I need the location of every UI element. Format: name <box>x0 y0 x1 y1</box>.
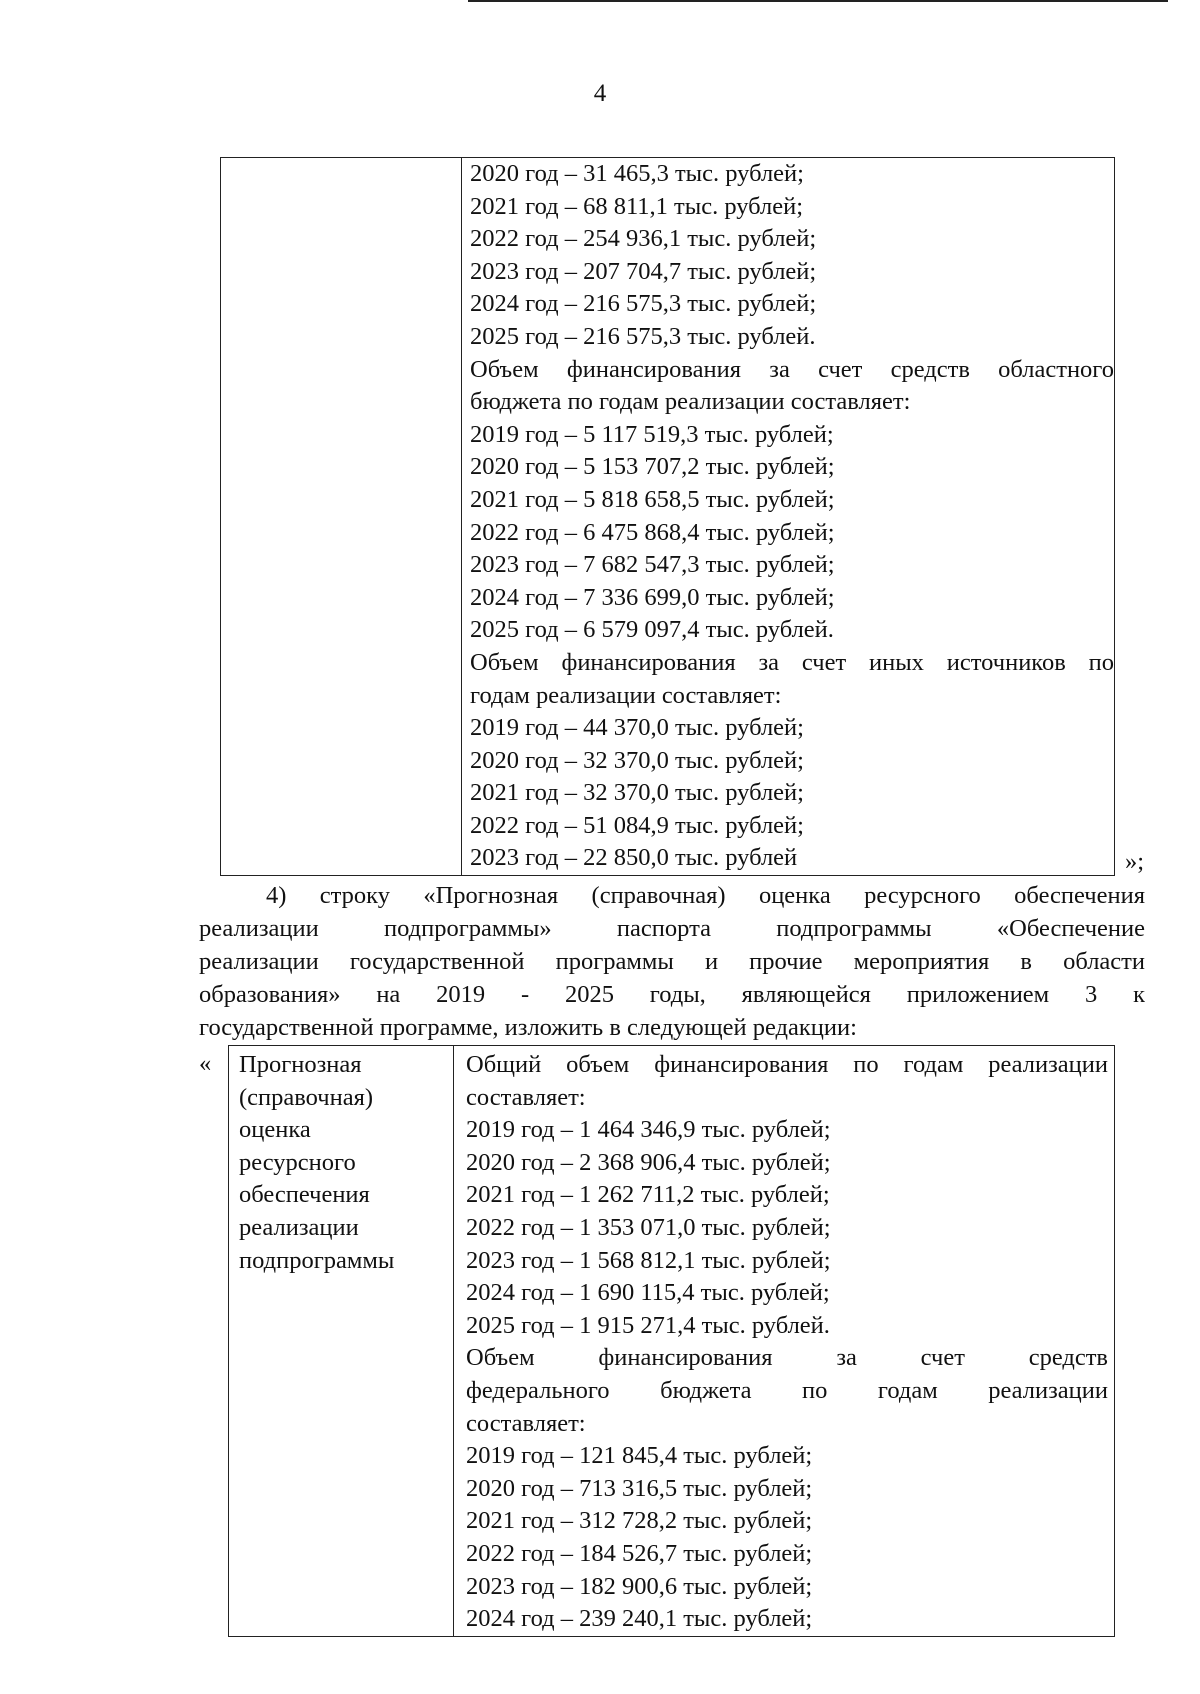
table2-line: 2023 год – 182 900,6 тыс. рублей; <box>466 1572 813 1600</box>
table2-label-line: (справочная) <box>239 1083 374 1111</box>
table1-line: 2022 год – 51 084,9 тыс. рублей; <box>470 811 804 839</box>
para-line-5: государственной программе, изложить в следующей редакции: <box>199 1014 857 1041</box>
table2-line: 2019 год – 1 464 346,9 тыс. рублей; <box>466 1116 831 1144</box>
table2-line: Общий объем финансирования по годам реализации <box>466 1051 1108 1078</box>
table-row <box>221 158 1115 876</box>
table2-line: 2023 год – 1 568 812,1 тыс. рублей; <box>466 1246 831 1274</box>
table1-line: 2021 год – 68 811,1 тыс. рублей; <box>470 192 804 220</box>
table2-line: 2024 год – 239 240,1 тыс. рублей; <box>466 1605 813 1633</box>
table2-line: 2021 год – 1 262 711,2 тыс. рублей; <box>466 1181 830 1209</box>
table1-line: годам реализации составляет: <box>470 681 782 709</box>
table1-line: бюджета по годам реализации составляет: <box>470 388 911 416</box>
table2-label-line: оценка <box>239 1116 311 1144</box>
para-line-4: образования» на 2019 - 2025 годы, являющейся приложением 3 к <box>199 981 1145 1008</box>
table2-line: федерального бюджета по годам реализации <box>466 1376 1108 1404</box>
table1-line: 2025 год – 216 575,3 тыс. рублей. <box>470 322 816 350</box>
table1-value-cell <box>462 158 1115 876</box>
page-number: 4 <box>593 80 607 107</box>
table2-line: составляет: <box>466 1409 586 1437</box>
table2-line: 2020 год – 2 368 906,4 тыс. рублей; <box>466 1148 831 1176</box>
table1-line: 2020 год – 32 370,0 тыс. рублей; <box>470 746 804 774</box>
table2-line: составляет: <box>466 1083 586 1111</box>
table1-line: 2021 год – 32 370,0 тыс. рублей; <box>470 779 804 807</box>
table2-line: 2022 год – 1 353 071,0 тыс. рублей; <box>466 1213 831 1241</box>
table2-label-line: обеспечения <box>239 1181 370 1209</box>
table2-opening-quote: « <box>199 1050 212 1077</box>
table1-line: 2025 год – 6 579 097,4 тыс. рублей. <box>470 616 834 644</box>
table2-line: 2019 год – 121 845,4 тыс. рублей; <box>466 1442 813 1470</box>
table1-line: 2019 год – 44 370,0 тыс. рублей; <box>470 714 804 742</box>
table1-label-cell <box>221 158 462 876</box>
table-row <box>229 1046 1115 1637</box>
table2-label-line: подпрограммы <box>239 1246 395 1274</box>
table2-label-line: Прогнозная <box>239 1051 362 1078</box>
table1-line: 2020 год – 31 465,3 тыс. рублей; <box>470 160 804 187</box>
para-line-3: реализации государственной программы и прочие мероприятия в области <box>199 948 1145 975</box>
financing-table-1 <box>220 157 1115 876</box>
table2-line: 2025 год – 1 915 271,4 тыс. рублей. <box>466 1311 830 1339</box>
financing-table-2 <box>228 1045 1115 1637</box>
paragraph-4 <box>199 879 1145 1044</box>
table2-line: 2022 год – 184 526,7 тыс. рублей; <box>466 1539 813 1567</box>
table1-line: 2024 год – 7 336 699,0 тыс. рублей; <box>470 583 835 611</box>
table1-line: 2020 год – 5 153 707,2 тыс. рублей; <box>470 453 835 481</box>
table1-line: Объем финансирования за счет иных источников по <box>470 648 1114 676</box>
table1-line: 2023 год – 22 850,0 тыс. рублей <box>470 844 798 872</box>
table1-line: Объем финансирования за счет средств областного <box>470 355 1114 383</box>
table2-label-line: ресурсного <box>239 1148 356 1176</box>
table1-line: 2019 год – 5 117 519,3 тыс. рублей; <box>470 420 834 448</box>
para-line-1: 4) строку «Прогнозная (справочная) оценка ресурсного обеспечения <box>266 882 1145 909</box>
table1-line: 2022 год – 254 936,1 тыс. рублей; <box>470 225 817 253</box>
table1-line: 2023 год – 7 682 547,3 тыс. рублей; <box>470 551 835 579</box>
table1-line: 2023 год – 207 704,7 тыс. рублей; <box>470 257 817 285</box>
table2-value-cell <box>454 1046 1115 1637</box>
top-rule <box>468 0 1168 2</box>
table2-line: 2020 год – 713 316,5 тыс. рублей; <box>466 1474 813 1502</box>
table1-closing-quote: »; <box>1125 848 1145 875</box>
table2-label-line: реализации <box>239 1213 359 1241</box>
para-line-2: реализации подпрограммы» паспорта подпрограммы «Обеспечение <box>199 915 1145 942</box>
table2-lines <box>454 1046 1114 1636</box>
table2-label <box>229 1046 453 1277</box>
table1-line: 2021 год – 5 818 658,5 тыс. рублей; <box>470 485 835 513</box>
table2-line: Объем финансирования за счет средств <box>466 1344 1108 1372</box>
table2-label-cell <box>229 1046 454 1637</box>
table2-line: 2024 год – 1 690 115,4 тыс. рублей; <box>466 1279 830 1307</box>
table1-line: 2024 год – 216 575,3 тыс. рублей; <box>470 290 817 318</box>
table1-line: 2022 год – 6 475 868,4 тыс. рублей; <box>470 518 835 546</box>
table2-line: 2021 год – 312 728,2 тыс. рублей; <box>466 1507 813 1535</box>
table1-lines <box>462 158 1114 875</box>
